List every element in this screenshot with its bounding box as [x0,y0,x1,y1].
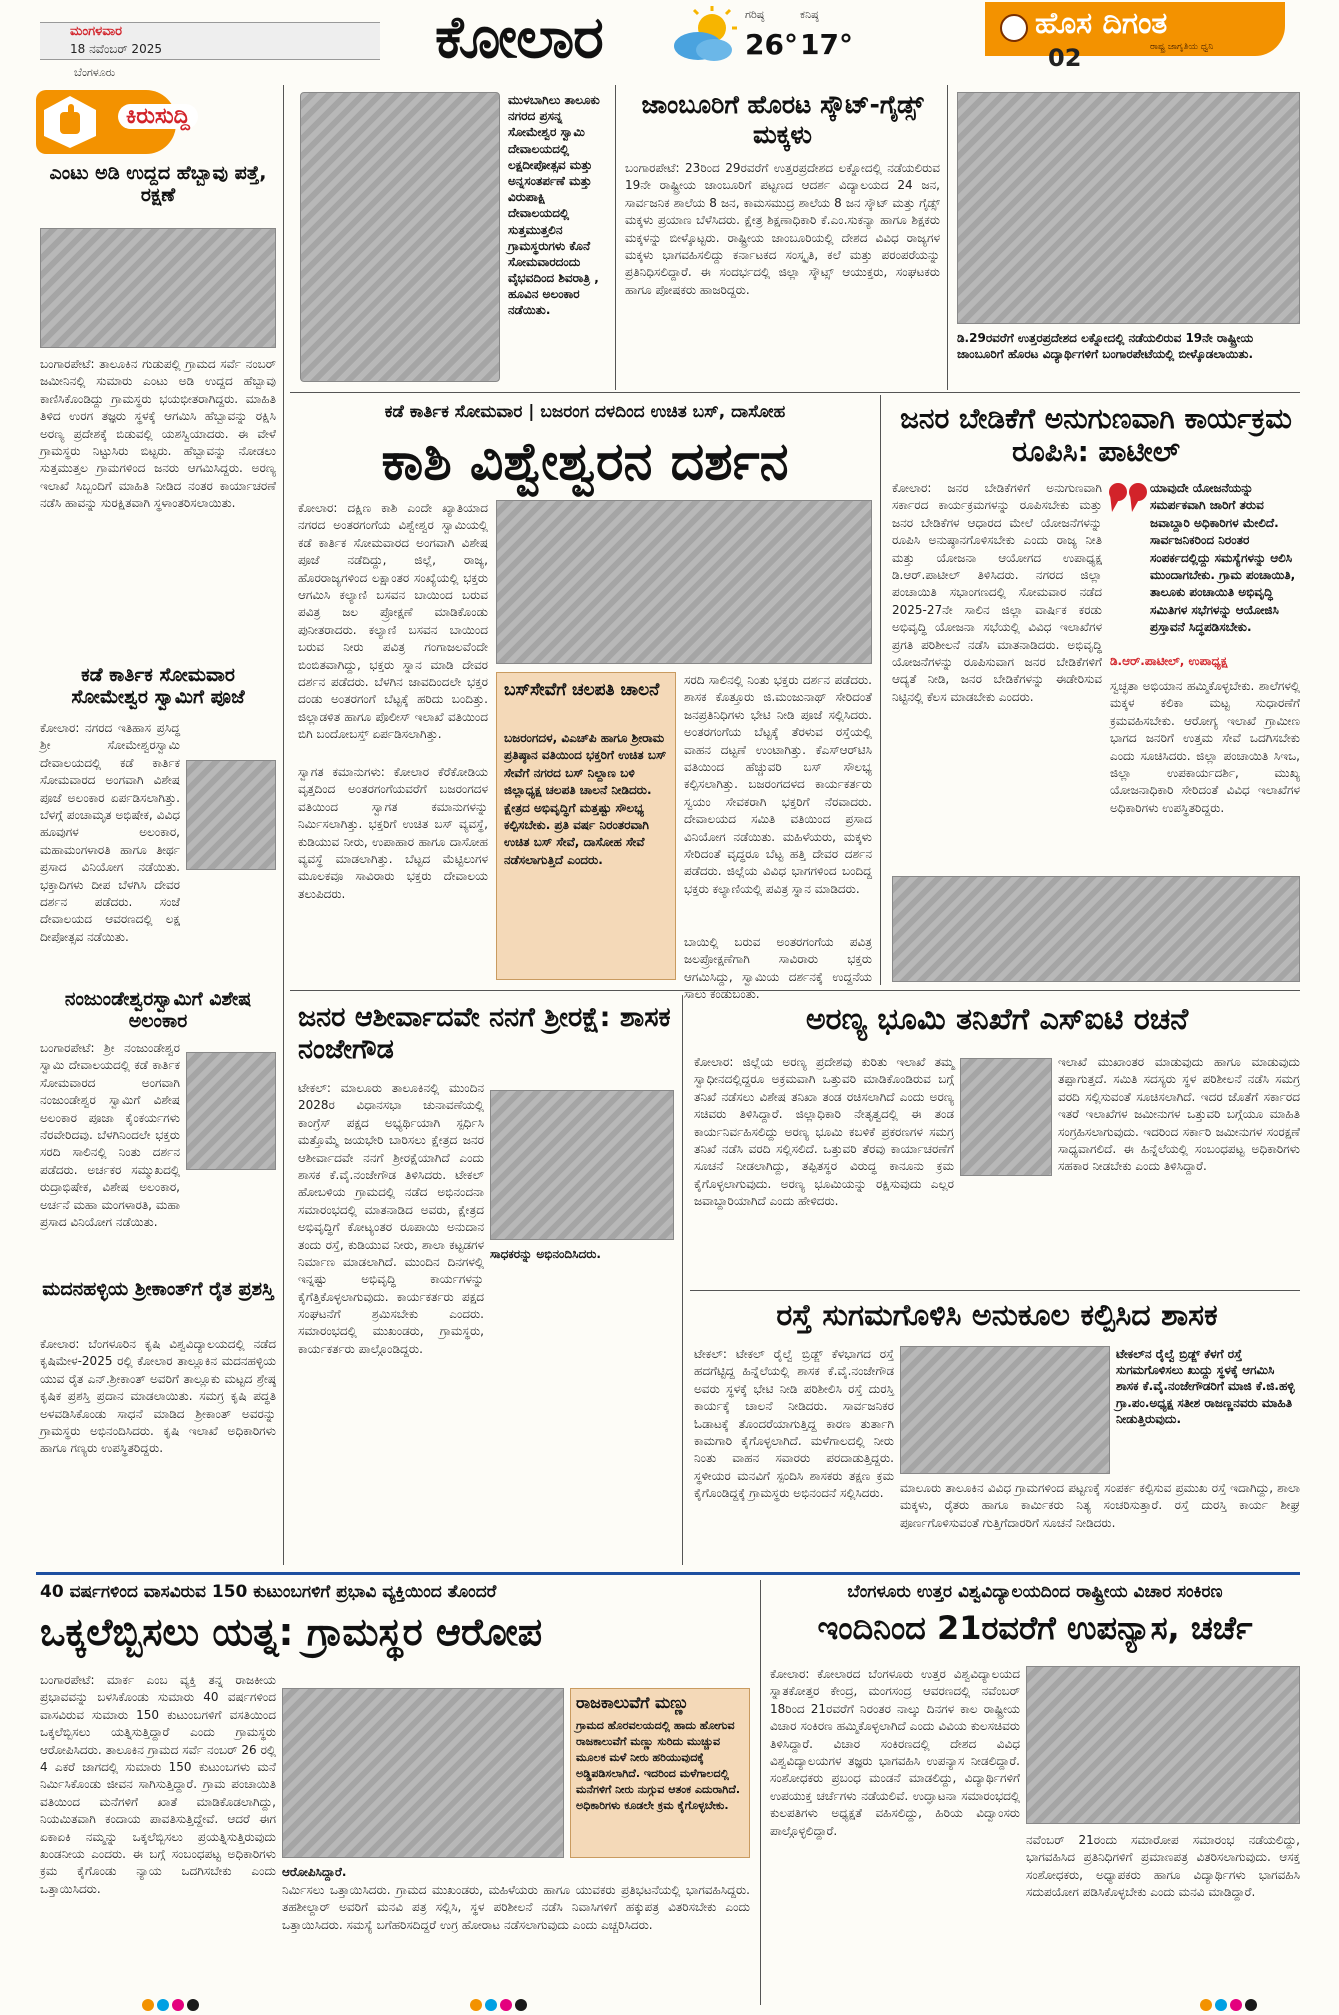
mla-photo-caption: ಸಾಧಕರನ್ನು ಅಭಿನಂದಿಸಿದರು. [490,1247,601,1261]
jamboree-caption: ಡಿ.29ರವರೆಗೆ ಉತ್ತರಪ್ರದೇಶದ ಲಕ್ನೋದಲ್ಲಿ ನಡೆಯಲಿರುವ 19ನೇ ರಾಷ್ಟ್ರೀಯ ಜಾಂಬೂರಿಗೆ ಹೊರಟ ವಿದ್ಯಾರ್ಥಿಗಳಿಗೆ ಬಂಗಾರಪೇಟೆಯಲ್ಲಿ ಬೀಳ್ಕೊಡಲಾಯಿತು. [957,331,1254,362]
python-photo [40,228,276,348]
page-title: ಕೋಲಾರ [435,3,603,71]
someshwara-photo [186,760,276,870]
seminar-body-right: ನವೆಂಬರ್ 21ರಂದು ಸಮಾರೋಪ ಸಮಾರಂಭ ನಡೆಯಲಿದ್ದು, ಭಾಗವಹಿಸಿದ ಪ್ರತಿನಿಧಿಗಳಿಗೆ ಪ್ರಮಾಣಪತ್ರ ವಿತರಿಸಲಾಗುವುದು. ಆಸಕ್ತ ಸಂಶೋಧಕರು, ಅಧ್ಯಾಪಕರು ಹಾಗೂ ವಿದ್ಯಾರ್ಥಿಗಳು ಭಾಗವಹಿಸಿ ಸದುಪಯೋಗ ಪಡಿಸಿಕೊಳ್ಳಬೇಕು ಎಂದು ಮನವಿ ಮಾಡಿದ್ದಾರೆ. [1026,1833,1300,1900]
kashi-title: ಕಾಶಿ ವಿಶ್ವೇಶ್ವರನ ದರ್ಶನ [381,432,789,492]
eviction-title: ಒಕ್ಕಲೆಬ್ಬಿಸಲು ಯತ್ನ: ಗ್ರಾಮಸ್ಥರ ಆರೋಪ [40,1610,543,1654]
road-photo [900,1346,1110,1474]
minister-portrait [960,1058,1052,1176]
weekday: ಮಂಗಳವಾರ [70,24,123,39]
brief-title-python: ಎಂಟು ಅಡಿ ಉದ್ದದ ಹೆಬ್ಬಾವು ಪತ್ತೆ, ರಕ್ಷಣೆ [49,162,267,207]
mla-photo [490,1090,674,1240]
registration-marks-left [142,1996,202,2015]
jamboree-body: ಬಂಗಾರಪೇಟೆ: 23ರಿಂದ 29ರವರೆಗೆ ಉತ್ತರಪ್ರದೇಶದ ಲಕ್ನೋದಲ್ಲಿ ನಡೆಯಲಿರುವ 19ನೇ ರಾಷ್ಟ್ರೀಯ ಜಾಂಬೂರಿಗೆ ಪಟ್ಟಣದ ಆದರ್ಶ ವಿದ್ಯಾಲಯದ 24 ಜನ, ಸಾರ್ವಜನಿಕ ಶಾಲೆಯ 8 ಜನ, ಕಾಮಸಮುದ್ರ ಶಾಲೆಯ 8 ಜನ ಸ್ಕೌಟ್ ಮತ್ತು ಗೈಡ್ಸ್ ಮಕ್ಕಳು ಪ್ರಯಾಣ ಬೆಳೆಸಿದರು. ಕ್ಷೇತ್ರ ಶಿಕ್ಷಣಾಧಿಕಾರಿ ಕೆ.ಎಂ.ಸುಕನ್ಯಾ ಹಾಗೂ ಶಿಕ್ಷಕರು ಮಕ್ಕಳನ್ನು ಬೀಳ್ಕೊಟ್ಟರು. ರಾಷ್ಟ್ರೀಯ ಜಾಂಬೂರಿಯಲ್ಲಿ ದೇಶದ ವಿವಿಧ ರಾಜ್ಯಗಳ ಮಕ್ಕಳು ಭಾಗವಹಿಸಲಿದ್ದು ಕರ್ನಾಟಕದ ಸಂಸ್ಕೃತಿ, ಕಲೆ ಮತ್ತು ಪರಂಪರೆಯನ್ನು ಪ್ರತಿನಿಧಿಸಲಿದ್ದಾರೆ. ಈ ಸಂದರ್ಭದಲ್ಲಿ ಜಿಲ್ಲಾ ಸ್ಕೌಟ್ಸ್ ಆಯುಕ್ತರು, ಸಂಘಟಕರು ಹಾಗೂ ಪೋಷಕರು ಹಾಜರಿದ್ದರು. [625,161,940,297]
kashi-body-right: ಸರದಿ ಸಾಲಿನಲ್ಲಿ ನಿಂತು ಭಕ್ತರು ದರ್ಶನ ಪಡೆದರು. ಶಾಸಕ ಕೊತ್ತೂರು ಜಿ.ಮಂಜುನಾಥ್ ಸೇರಿದಂತೆ ಜನಪ್ರತಿನಿಧಿಗಳು ಭೇಟಿ ನೀಡಿ ಪೂಜೆ ಸಲ್ಲಿಸಿದರು. ಅಂತರಗಂಗೆಯ ಬೆಟ್ಟಕ್ಕೆ ತೆರಳುವ ರಸ್ತೆಯಲ್ಲಿ ವಾಹನ ದಟ್ಟಣೆ ಉಂಟಾಗಿತ್ತು. ಕೆಎಸ್‌ಆರ್‌ಟಿಸಿ ವತಿಯಿಂದ ಹೆಚ್ಚುವರಿ ಬಸ್ ಸೌಲಭ್ಯ ಕಲ್ಪಿಸಲಾಗಿತ್ತು. ಬಜರಂಗದಳದ ಕಾರ್ಯಕರ್ತರು ಸ್ವಯಂ ಸೇವಕರಾಗಿ ಭಕ್ತರಿಗೆ ನೆರವಾದರು. ದೇವಾಲಯದ ಸಮಿತಿ ವತಿಯಿಂದ ಪ್ರಸಾದ ವಿನಿಯೋಗ ನಡೆಯಿತು. ಮಹಿಳೆಯರು, ಮಕ್ಕಳು ಸೇರಿದಂತೆ ವೃದ್ಧರೂ ಬೆಟ್ಟ ಹತ್ತಿ ದೇವರ ದರ್ಶನ ಪಡೆದರು. ಜಿಲ್ಲೆಯ ವಿವಿಧ ಭಾಗಗಳಿಂದ ಬಂದಿದ್ದ ಭಕ್ತರು ಕಲ್ಯಾಣಿಯಲ್ಲಿ ಪವಿತ್ರ ಸ್ನಾನ ಮಾಡಿದರು. [684,673,872,896]
kashi-body-bottom: ಬಾಯಿಲ್ಲಿ ಬರುವ ಅಂತರಗಂಗೆಯ ಪವಿತ್ರ ಜಲಪ್ರೋಕ್ಷಣೆಗಾಗಿ ಸಾವಿರಾರು ಭಕ್ತರು ಆಗಮಿಸಿದ್ದು, ಸ್ವಾಮಿಯ ದರ್ಶನಕ್ಕೆ ಉದ್ದನೆಯ ಸಾಲು ಕಂಡುಬಂತು. [684,935,872,1002]
road-title: ರಸ್ತೆ ಸುಗಮಗೊಳಿಸಿ ಅನುಕೂಲ ಕಲ್ಪಿಸಿದ ಶಾಸಕ [776,1298,1218,1333]
temp-min-label: ಕನಿಷ್ಠ [800,8,819,21]
kashi-body-left: ಕೋಲಾರ: ದಕ್ಷಿಣ ಕಾಶಿ ಎಂದೇ ಖ್ಯಾತಿಯಾದ ನಗರದ ಅಂತರಗಂಗೆಯ ವಿಶ್ವೇಶ್ವರ ಸ್ವಾಮಿಯಲ್ಲಿ ಕಡೆ ಕಾರ್ತಿಕ ಸೋಮವಾರದ ಅಂಗವಾಗಿ ವಿಶೇಷ ಪೂಜೆ ನಡೆದಿದ್ದು, ಜಿಲ್ಲೆ, ರಾಜ್ಯ, ಹೊರರಾಜ್ಯಗಳಿಂದ ಲಕ್ಷಾಂತರ ಸಂಖ್ಯೆಯಲ್ಲಿ ಭಕ್ತರು ಆಗಮಿಸಿ ಕಲ್ಯಾಣಿ ಬಸವನ ಬಾಯಿಂದ ಬರುವ ಪವಿತ್ರ ಜಲ ಪ್ರೋಕ್ಷಣೆ ಮಾಡಿಕೊಂಡು ಪುನೀತರಾದರು. ಕಲ್ಯಾಣಿ ಬಸವನ ಬಾಯಿಂದ ಬರುವ ನೀರು ಪವಿತ್ರ ಗಂಗಾಜಲವೆಂದೇ ಬಿಂಬಿತವಾಗಿದ್ದು, ಭಕ್ತರು ಸ್ನಾನ ಮಾಡಿ ದೇವರ ದರ್ಶನ ಪಡೆದರು. ಬೆಳಗಿನ ಜಾವದಿಂದಲೇ ಭಕ್ತರ ದಂಡು ಅಂತರಗಂಗೆ ಬೆಟ್ಟಕ್ಕೆ ಹರಿದು ಬಂದಿತ್ತು. ಜಿಲ್ಲಾಡಳಿತ ಹಾಗೂ ಪೊಲೀಸ್ ಇಲಾಖೆ ವತಿಯಿಂದ ಬಿಗಿ ಬಂದೋಬಸ್ತ್ ಏರ್ಪಡಿಸಲಾಗಿತ್ತು. [298,501,488,742]
registration-marks-right [1200,1996,1260,2015]
patil-body-left: ಕೋಲಾರ: ಜನರ ಬೇಡಿಕೆಗಳಿಗೆ ಅನುಗುಣವಾಗಿ ಸರ್ಕಾರದ ಕಾರ್ಯಕ್ರಮಗಳನ್ನು ರೂಪಿಸಬೇಕು ಮತ್ತು ಜನರ ಬೇಡಿಕೆಗಳ ಆಧಾರದ ಮೇಲೆ ಯೋಜನೆಗಳನ್ನು ರೂಪಿಸಿ ಅನುಷ್ಠಾನಗೊಳಿಸಬೇಕು ಎಂದು ರಾಜ್ಯ ನೀತಿ ಮತ್ತು ಯೋಜನಾ ಆಯೋಗದ ಉಪಾಧ್ಯಕ್ಷ ಡಿ.ಆರ್.ಪಾಟೀಲ್ ತಿಳಿಸಿದರು. ನಗರದ ಜಿಲ್ಲಾ ಪಂಚಾಯಿತಿ ಸಭಾಂಗಣದಲ್ಲಿ ಸೋಮವಾರ ನಡೆದ 2025-27ನೇ ಸಾಲಿನ ಜಿಲ್ಲಾ ವಾರ್ಷಿಕ ಕರಡು ಅಭಿವೃದ್ಧಿ ಯೋಜನಾ ಸಭೆಯಲ್ಲಿ ವಿವಿಧ ಇಲಾಖೆಗಳ ಪ್ರಗತಿ ಪರಿಶೀಲನೆ ನಡೆಸಿ ಮಾತನಾಡಿದರು. ಅಭಿವೃದ್ಧಿ ಯೋಜನೆಗಳನ್ನು ರೂಪಿಸುವಾಗ ಜನರ ಬೇಡಿಕೆಗಳಿಗೆ ಆದ್ಯತೆ ನೀಡಿ, ಜನರ ಬೇಡಿಕೆಗಳನ್ನು ಈಡೇರಿಸುವ ನಿಟ್ಟಿನಲ್ಲಿ ಕೆಲಸ ಮಾಡಬೇಕು ಎಂದರು. [892,481,1102,704]
kashi-body-sub: ಸ್ವಾಗತ ಕಮಾನುಗಳು: ಕೋಲಾರ ಕೆರೆಕೋಡಿಯ ವೃತ್ತದಿಂದ ಅಂತರಗಂಗೆಯವರೆಗೆ ಬಜರಂಗದಳ ವತಿಯಿಂದ ಸ್ವಾಗತ ಕಮಾನುಗಳನ್ನು ನಿರ್ಮಿಸಲಾಗಿತ್ತು. ಭಕ್ತರಿಗೆ ಉಚಿತ ಬಸ್ ವ್ಯವಸ್ಥೆ, ಕುಡಿಯುವ ನೀರು, ಉಪಾಹಾರ ಹಾಗೂ ದಾಸೋಹ ವ್ಯವಸ್ಥೆ ಮಾಡಲಾಗಿತ್ತು. ಬೆಟ್ಟದ ಮೆಟ್ಟಿಲುಗಳ ಮೂಲಕವೂ ಸಾವಿರಾರು ಭಕ್ತರು ದೇವಾಲಯ ತಲುಪಿದರು. [298,765,488,901]
hand-point-icon [40,94,100,150]
paper-logo-icon [1000,14,1028,42]
road-photo-caption: ಟೇಕಲ್‌ನ ರೈಲ್ವೆ ಬ್ರಿಡ್ಜ್ ಕೆಳಗೆ ರಸ್ತೆ ಸುಗಮಗೊಳಿಸಲು ಖುದ್ದು ಸ್ಥಳಕ್ಕೆ ಆಗಮಿಸಿ ಶಾಸಕ ಕೆ.ವೈ.ನಂಜೇಗೌಡರಿಗೆ ಮಾಜಿ ಕೆ.ಜಿ.ಹಳ್ಳಿ ಗ್ರಾ.ಪಂ.ಅಧ್ಯಕ್ಷ ಸತೀಶ ರಾಜಣ್ಣನವರು ಮಾಹಿತಿ ನೀಡುತ್ತಿರುವುದು. [1116,1347,1295,1426]
patil-quote-by: ಡಿ.ಆರ್.ಪಾಟೀಲ್, ಉಪಾಧ್ಯಕ್ಷ [1110,654,1228,668]
sit-title: ಅರಣ್ಯ ಭೂಮಿ ತನಿಖೆಗೆ ಎಸ್‌ಐಟಿ ರಚನೆ [805,1002,1189,1037]
masthead [0,0,1339,79]
briefs-label: ಕಿರುಸುದ್ದಿ [118,104,198,129]
mla-body: ಟೇಕಲ್: ಮಾಲೂರು ತಾಲೂಕಿನಲ್ಲಿ ಮುಂದಿನ 2028ರ ವಿಧಾನಸಭಾ ಚುನಾವಣೆಯಲ್ಲಿ ಕಾಂಗ್ರೆಸ್ ಪಕ್ಷದ ಅಭ್ಯರ್ಥಿಯಾಗಿ ಸ್ಪರ್ಧಿಸಿ ಮತ್ತೊಮ್ಮೆ ಜಯಭೇರಿ ಬಾರಿಸಲು ಕ್ಷೇತ್ರದ ಜನರ ಆಶೀರ್ವಾದವೇ ನನಗೆ ಶ್ರೀರಕ್ಷೆಯಾಗಿದೆ ಎಂದು ಶಾಸಕ ಕೆ.ವೈ.ನಂಜೇಗೌಡ ತಿಳಿಸಿದರು. ಟೇಕಲ್ ಹೋಬಳಿಯ ಗ್ರಾಮದಲ್ಲಿ ನಡೆದ ಅಭಿನಂದನಾ ಸಮಾರಂಭದಲ್ಲಿ ಮಾತನಾಡಿದ ಅವರು, ಕ್ಷೇತ್ರದ ಅಭಿವೃದ್ಧಿಗೆ ಕೋಟ್ಯಂತರ ರೂಪಾಯಿ ಅನುದಾನ ತಂದು ರಸ್ತೆ, ಕುಡಿಯುವ ನೀರು, ಶಾಲಾ ಕಟ್ಟಡಗಳ ನಿರ್ಮಾಣ ಮಾಡಲಾಗಿದೆ. ಮುಂದಿನ ದಿನಗಳಲ್ಲಿ ಇನ್ನಷ್ಟು ಅಭಿವೃದ್ಧಿ ಕಾರ್ಯಗಳನ್ನು ಕೈಗೆತ್ತಿಕೊಳ್ಳಲಾಗುವುದು. ಕಾರ್ಯಕರ್ತರು ಪಕ್ಷದ ಸಂಘಟನೆಗೆ ಶ್ರಮಿಸಬೇಕು ಎಂದರು. ಸಮಾರಂಭದಲ್ಲಿ ಮುಖಂಡರು, ಗ್ರಾಮಸ್ಥರು, ಕಾರ್ಯಕರ್ತರು ಪಾಲ್ಗೊಂಡಿದ್ದರು. [298,1081,484,1356]
nanjundeshwara-photo [186,1052,276,1170]
university-gate-photo [1026,1666,1300,1824]
seminar-title: ಬೆಂಗಳೂರು ಉತ್ತರ ವಿಶ್ವವಿದ್ಯಾಲಯದಿಂದ ರಾಷ್ಟ್ರೀಯ ವಿಚಾರ ಸಂಕಿರಣ [847,1582,1223,1602]
eviction-villagers-photo [282,1688,564,1858]
mla-title: ಜನರ ಆಶೀರ್ವಾದವೇ ನನಗೆ ಶ್ರೀರಕ್ಷೆ: ಶಾಸಕ ನಂಜೇಗೌಡ [298,1002,671,1065]
brief-title-nanjundeshwara: ನಂಜುಂಡೇಶ್ವರಸ್ವಾಮಿಗೆ ವಿಶೇಷ ಅಲಂಕಾರ [64,988,252,1033]
brief-body-python: ಬಂಗಾರಪೇಟೆ: ತಾಲೂಕಿನ ಗುಡುಪಲ್ಲಿ ಗ್ರಾಮದ ಸರ್ವೆ ನಂಬರ್ ಜಮೀನಿನಲ್ಲಿ ಸುಮಾರು ಎಂಟು ಅಡಿ ಉದ್ದದ ಹೆಬ್ಬಾವು ಕಾಣಿಸಿಕೊಂಡಿದ್ದು ಗ್ರಾಮಸ್ಥರು ಭಯಭೀತರಾಗಿದ್ದರು. ಮಾಹಿತಿ ತಿಳಿದ ಉರಗ ತಜ್ಞರು ಸ್ಥಳಕ್ಕೆ ಆಗಮಿಸಿ ಹೆಬ್ಬಾವನ್ನು ರಕ್ಷಿಸಿ ಅರಣ್ಯ ಪ್ರದೇಶಕ್ಕೆ ಬಿಡುವಲ್ಲಿ ಯಶಸ್ವಿಯಾದರು. ಈ ವೇಳೆ ಗ್ರಾಮಸ್ಥರು ನಿಟ್ಟುಸಿರು ಬಿಟ್ಟರು. ಹೆಬ್ಬಾವನ್ನು ನೋಡಲು ಸುತ್ತಮುತ್ತಲ ಗ್ರಾಮಗಳಿಂದ ಜನರು ಆಗಮಿಸಿದ್ದರು. ಅರಣ್ಯ ಇಲಾಖೆ ಸಿಬ್ಬಂದಿಗೆ ಮಾಹಿತಿ ನೀಡಿದ ನಂತರ ಕಾರ್ಯಾಚರಣೆ ನಡೆಸಿ ಹಾವನ್ನು ಸುರಕ್ಷಿತವಾಗಿ ಸ್ಥಳಾಂತರಿಸಲಾಯಿತು. [40,357,276,511]
kashi-box-body: ಬಜರಂಗದಳ, ವಿಎಚ್‌ಪಿ ಹಾಗೂ ಶ್ರೀರಾಮ ಪ್ರತಿಷ್ಠಾನ ವತಿಯಿಂದ ಭಕ್ತರಿಗೆ ಉಚಿತ ಬಸ್ ಸೇವೆಗೆ ನಗರದ ಬಸ್ ನಿಲ್ದಾಣ ಬಳಿ ಜಿಲ್ಲಾಧ್ಯಕ್ಷ ಚಲಪತಿ ಚಾಲನೆ ನೀಡಿದರು. ಕ್ಷೇತ್ರದ ಅಭಿವೃದ್ಧಿಗೆ ಮತ್ತಷ್ಟು ಸೌಲಭ್ಯ ಕಲ್ಪಿಸಬೇಕು. ಪ್ರತಿ ವರ್ಷ ನಿರಂತರವಾಗಿ ಉಚಿತ ಬಸ್ ಸೇವೆ, ದಾಸೋಹ ಸೇವೆ ನಡೆಸಲಾಗುತ್ತಿದೆ ಎಂದರು. [504,731,667,867]
paper-name: ಹೊಸ ದಿಗಂತ [1035,6,1168,41]
eviction-body-right: ನಿರ್ಮಿಸಲು ಒತ್ತಾಯಿಸಿದರು. ಗ್ರಾಮದ ಮುಖಂಡರು, ಮಹಿಳೆಯರು ಹಾಗೂ ಯುವಕರು ಪ್ರತಿಭಟನೆಯಲ್ಲಿ ಭಾಗವಹಿಸಿದ್ದರು. ತಹಶೀಲ್ದಾರ್ ಅವರಿಗೆ ಮನವಿ ಪತ್ರ ಸಲ್ಲಿಸಿ, ಸ್ಥಳ ಪರಿಶೀಲನೆ ನಡೆಸಿ ನಿವಾಸಿಗಳಿಗೆ ಹಕ್ಕುಪತ್ರ ವಿತರಿಸಬೇಕು ಎಂದು ಒತ್ತಾಯಿಸಿದರು. ಸಮಸ್ಯೆ ಬಗೆಹರಿಸದಿದ್ದರೆ ಉಗ್ರ ಹೋರಾಟ ನಡೆಸಲಾಗುವುದು ಎಂದು ಎಚ್ಚರಿಸಿದರು. [282,1883,750,1932]
temp-max-label: ಗರಿಷ್ಠ [745,8,765,21]
brief-title-award: ಮದನಹಳ್ಳಿಯ ಶ್ರೀಕಾಂತ್‌ಗೆ ರೈತ ಪ್ರಶಸ್ತಿ [42,1278,274,1300]
page-number: 02 [1048,44,1082,72]
date: 18 ನವೆಂಬರ್ 2025 [70,42,162,56]
eviction-kicker: 40 ವರ್ಷಗಳಿಂದ ವಾಸವಿರುವ 150 ಕುಟುಂಬಗಳಿಗೆ ಪ್ರಭಾವಿ ವ್ಯಕ್ತಿಯಿಂದ ತೊಂದರೆ [40,1582,497,1602]
patil-meeting-photo [892,876,1300,982]
eviction-body: ಬಂಗಾರಪೇಟೆ: ಮಾರ್ಕ ಎಂಬ ವ್ಯಕ್ತಿ ತನ್ನ ರಾಜಕೀಯ ಪ್ರಭಾವವನ್ನು ಬಳಸಿಕೊಂಡು ಸುಮಾರು 40 ವರ್ಷಗಳಿಂದ ವಾಸವಿರುವ ಸುಮಾರು 150 ಕುಟುಂಬಗಳಿಗೆ ವಸತಿಯಿಂದ ಒಕ್ಕಲೆಬ್ಬಿಸಲು ಯತ್ನಿಸುತ್ತಿದ್ದಾರೆ ಎಂದು ಗ್ರಾಮಸ್ಥರು ಆರೋಪಿಸಿದರು. ತಾಲೂಕಿನ ಗ್ರಾಮದ ಸರ್ವೆ ನಂಬರ್ 26 ರಲ್ಲಿ 4 ಎಕರೆ ಜಾಗದಲ್ಲಿ ಸುಮಾರು 150 ಕುಟುಂಬಗಳು ಮನೆ ನಿರ್ಮಿಸಿಕೊಂಡು ಜೀವನ ಸಾಗಿಸುತ್ತಿದ್ದಾರೆ. ಗ್ರಾಮ ಪಂಚಾಯಿತಿ ವತಿಯಿಂದ ಮನೆಗಳಿಗೆ ಖಾತೆ ಮಾಡಿಕೊಡಲಾಗಿದ್ದು, ನಿಯಮಿತವಾಗಿ ಕಂದಾಯ ಪಾವತಿಸುತ್ತಿದ್ದೇವೆ. ಆದರೆ ಈಗ ಏಕಾಏಕಿ ನಮ್ಮನ್ನು ಒಕ್ಕಲೆಬ್ಬಿಸಲು ಪ್ರಯತ್ನಿಸುತ್ತಿರುವುದು ಖಂಡನೀಯ ಎಂದರು. ಈ ಬಗ್ಗೆ ಸಂಬಂಧಪಟ್ಟ ಅಧಿಕಾರಿಗಳು ಕ್ರಮ ಕೈಗೊಂಡು ನ್ಯಾಯ ಒದಗಿಸಬೇಕು ಎಂದು ಒತ್ತಾಯಿಸಿದರು. [40,1673,276,1896]
road-body-right: ಮಾಲೂರು ತಾಲೂಕಿನ ವಿವಿಧ ಗ್ರಾಮಗಳಿಂದ ಪಟ್ಟಣಕ್ಕೆ ಸಂಪರ್ಕ ಕಲ್ಪಿಸುವ ಪ್ರಮುಖ ರಸ್ತೆ ಇದಾಗಿದ್ದು, ಶಾಲಾ ಮಕ್ಕಳು, ರೈತರು ಹಾಗೂ ಕಾರ್ಮಿಕರು ನಿತ್ಯ ಸಂಚರಿಸುತ್ತಾರೆ. ರಸ್ತೆ ದುರಸ್ತಿ ಕಾರ್ಯ ಶೀಘ್ರ ಪೂರ್ಣಗೊಳಿಸುವಂತೆ ಗುತ್ತಿಗೆದಾರರಿಗೆ ಸೂಚನೆ ನೀಡಿದರು. [900,1481,1300,1530]
eviction-box-body: ಗ್ರಾಮದ ಹೊರವಲಯದಲ್ಲಿ ಹಾದು ಹೋಗುವ ರಾಜಕಾಲುವೆಗೆ ಮಣ್ಣು ಸುರಿದು ಮುಚ್ಚುವ ಮೂಲಕ ಮಳೆ ನೀರು ಹರಿಯುವುದಕ್ಕೆ ಅಡ್ಡಿಪಡಿಸಲಾಗಿದೆ. ಇದರಿಂದ ಮಳೆಗಾಲದಲ್ಲಿ ಮನೆಗಳಿಗೆ ನೀರು ನುಗ್ಗುವ ಆತಂಕ ಎದುರಾಗಿದೆ. ಅಧಿಕಾರಿಗಳು ಕೂಡಲೇ ಕ್ರಮ ಕೈಗೊಳ್ಳಬೇಕು. [576,1719,741,1812]
jamboree-photo [957,92,1300,324]
paper-tagline: ರಾಷ್ಟ್ರ ಜಾಗೃತಿಯ ಧ್ವನಿ [1150,42,1214,52]
registration-marks-center [470,1996,530,2015]
mulbagal-caption: ಮುಳಬಾಗಿಲು ತಾಲೂಕು ನಗರದ ಪ್ರಸನ್ನ ಸೋಮೇಶ್ವರ ಸ್ವಾಮಿ ದೇವಾಲಯದಲ್ಲಿ ಲಕ್ಷದೀಪೋತ್ಸವ ಮತ್ತು ಅನ್ನಸಂತರ್ಪಣೆ ಮತ್ತು ವಿರುಪಾಕ್ಷಿ ದೇವಾಲಯದಲ್ಲಿ ಸುತ್ತಮುತ್ತಲಿನ ಗ್ರಾಮಸ್ಥರುಗಳು ಕೊನೆ ಸೋಮವಾರದಂದು ವೈಭವದಿಂದ ಶಿವರಾತ್ರಿ , ಹೂವಿನ ಅಲಂಕಾರ ನಡೆಯಿತು. [508,93,600,318]
brief-body-award: ಕೋಲಾರ: ಬೆಂಗಳೂರಿನ ಕೃಷಿ ವಿಶ್ವವಿದ್ಯಾಲಯದಲ್ಲಿ ನಡೆದ ಕೃಷಿಮೇಳ-2025 ರಲ್ಲಿ ಕೋಲಾರ ತಾಲ್ಲೂಕಿನ ಮದನಹಳ್ಳಿಯ ಯುವ ರೈತ ಎನ್.ಶ್ರೀಕಾಂತ್ ಅವರಿಗೆ ತಾಲ್ಲೂಕು ಮಟ್ಟದ ಶ್ರೇಷ್ಠ ಕೃಷಿಕ ಪ್ರಶಸ್ತಿ ಪ್ರದಾನ ಮಾಡಲಾಯಿತು. ಸಮಗ್ರ ಕೃಷಿ ಪದ್ಧತಿ ಅಳವಡಿಸಿಕೊಂಡು ಸಾಧನೆ ಮಾಡಿದ ಶ್ರೀಕಾಂತ್ ಅವರನ್ನು ಗ್ರಾಮಸ್ಥರು ಅಭಿನಂದಿಸಿದರು. ಕೃಷಿ ಇಲಾಖೆ ಅಧಿಕಾರಿಗಳು ಹಾಗೂ ಗಣ್ಯರು ಉಪಸ್ಥಿತರಿದ್ದರು. [40,1337,276,1456]
eviction-box-title: ರಾಜಕಾಲುವೆಗೆ ಮಣ್ಣು [576,1693,689,1712]
kashi-temple-photo [496,500,872,664]
sit-body: ಕೋಲಾರ: ಜಿಲ್ಲೆಯ ಅರಣ್ಯ ಪ್ರದೇಶವು ಕುರಿತು ಇಲಾಖೆ ತಮ್ಮ ಸ್ವಾಧೀನದಲ್ಲಿದ್ದರೂ ಅಕ್ರಮವಾಗಿ ಒತ್ತುವರಿ ಮಾಡಿಕೊಂಡಿರುವ ಬಗ್ಗೆ ತನಿಖೆ ನಡೆಸಲು ವಿಶೇಷ ತನಿಖಾ ತಂಡ ರಚಿಸಲಾಗಿದೆ ಎಂದು ಅರಣ್ಯ ಸಚಿವರು ತಿಳಿಸಿದ್ದಾರೆ. ಜಿಲ್ಲಾಧಿಕಾರಿ ನೇತೃತ್ವದಲ್ಲಿ ಈ ತಂಡ ಕಾರ್ಯನಿರ್ವಹಿಸಲಿದ್ದು ಅರಣ್ಯ ಭೂಮಿ ಕಬಳಿಕೆ ಪ್ರಕರಣಗಳ ಸಮಗ್ರ ತನಿಖೆ ನಡೆಸಿ ವರದಿ ಸಲ್ಲಿಸಲಿದೆ. ಒತ್ತುವರಿ ತೆರವು ಕಾರ್ಯಾಚರಣೆಗೆ ಸೂಚನೆ ನೀಡಲಾಗಿದ್ದು, ತಪ್ಪಿತಸ್ಥರ ವಿರುದ್ಧ ಕಾನೂನು ಕ್ರಮ ಕೈಗೊಳ್ಳಲಾಗುವುದು. ಅರಣ್ಯ ಭೂಮಿಯನ್ನು ರಕ್ಷಿಸುವುದು ಎಲ್ಲರ ಜವಾಬ್ದಾರಿಯಾಗಿದೆ ಎಂದು ಹೇಳಿದರು. [694,1055,954,1209]
weather-icon [668,6,738,66]
temp-max: 26° [745,28,798,61]
kashi-box-title: ಬಸ್‌ಸೇವೆಗೆ ಚಲಪತಿ ಚಾಲನೆ [504,680,660,700]
patil-quote: ಯಾವುದೇ ಯೋಜನೆಯನ್ನು ಸಮರ್ಪಕವಾಗಿ ಜಾರಿಗೆ ತರುವ ಜವಾಬ್ದಾರಿ ಅಧಿಕಾರಿಗಳ ಮೇಲಿದೆ. ಸಾರ್ವಜನಿಕರಿಂದ ನಿರಂತರ ಸಂಪರ್ಕದಲ್ಲಿದ್ದು ಸಮಸ್ಯೆಗಳನ್ನು ಆಲಿಸಿ ಮುಂದಾಗಬೇಕು. ಗ್ರಾಮ ಪಂಚಾಯಿತಿ, ತಾಲೂಕು ಪಂಚಾಯಿತಿ ಅಭಿವೃದ್ಧಿ ಸಮಿತಿಗಳ ಸಭೆಗಳನ್ನು ಆಯೋಜಿಸಿ ಪ್ರಸ್ತಾವನೆ ಸಿದ್ಧಪಡಿಸಬೇಕು. [1150,481,1296,635]
patil-title: ಜನರ ಬೇಡಿಕೆಗೆ ಅನುಗುಣವಾಗಿ ಕಾರ್ಯಕ್ರಮ ರೂಪಿಸಿ: ಪಾಟೀಲ್ [900,402,1292,469]
temp-min: 17° [800,28,853,61]
seminar-body: ಕೋಲಾರ: ಕೋಲಾರದ ಬೆಂಗಳೂರು ಉತ್ತರ ವಿಶ್ವವಿದ್ಯಾಲಯದ ಸ್ನಾತಕೋತ್ತರ ಕೇಂದ್ರ, ಮಂಗಸಂದ್ರ ಆವರಣದಲ್ಲಿ ನವೆಂಬರ್ 18ರಿಂದ 21ರವರೆಗೆ ನಿರಂತರ ನಾಲ್ಕು ದಿನಗಳ ಕಾಲ ರಾಷ್ಟ್ರೀಯ ವಿಚಾರ ಸಂಕಿರಣ ಹಮ್ಮಿಕೊಳ್ಳಲಾಗಿದೆ ಎಂದು ವಿವಿಯ ಕುಲಸಚಿವರು ತಿಳಿಸಿದ್ದಾರೆ. ವಿಚಾರ ಸಂಕಿರಣದಲ್ಲಿ ದೇಶದ ವಿವಿಧ ವಿಶ್ವವಿದ್ಯಾಲಯಗಳ ತಜ್ಞರು ಭಾಗವಹಿಸಿ ಉಪನ್ಯಾಸ ನೀಡಲಿದ್ದಾರೆ. ಸಂಶೋಧಕರು ಪ್ರಬಂಧ ಮಂಡನೆ ಮಾಡಲಿದ್ದು, ವಿದ್ಯಾರ್ಥಿಗಳಿಗೆ ಉಪಯುಕ್ತ ಚರ್ಚೆಗಳು ನಡೆಯಲಿವೆ. ಉದ್ಘಾಟನಾ ಸಮಾರಂಭದಲ್ಲಿ ಕುಲಪತಿಗಳು ಅಧ್ಯಕ್ಷತೆ ವಹಿಸಲಿದ್ದು, ಹಿರಿಯ ವಿದ್ವಾಂಸರು ಪಾಲ್ಗೊಳ್ಳಲಿದ್ದಾರೆ. [770,1667,1020,1838]
quote-mark-icon [1108,480,1148,516]
brief-body-nanjundeshwara: ಬಂಗಾರಪೇಟೆ: ಶ್ರೀ ನಂಜುಂಡೇಶ್ವರ ಸ್ವಾಮಿ ದೇವಾಲಯದಲ್ಲಿ ಕಡೆ ಕಾರ್ತಿಕ ಸೋಮವಾರದ ಅಂಗವಾಗಿ ನಂಜುಂಡೇಶ್ವರ ಸ್ವಾಮಿಗೆ ವಿಶೇಷ ಅಲಂಕಾರ ಪೂಜಾ ಕೈಂಕರ್ಯಗಳು ನೆರವೇರಿದವು. ಬೆಳಗಿನಿಂದಲೇ ಭಕ್ತರು ಸರದಿ ಸಾಲಿನಲ್ಲಿ ನಿಂತು ದರ್ಶನ ಪಡೆದರು. ಅರ್ಚಕರ ಸಮ್ಮುಖದಲ್ಲಿ ರುದ್ರಾಭಿಷೇಕ, ವಿಶೇಷ ಅಲಂಕಾರ, ಅರ್ಚನೆ ಮಹಾ ಮಂಗಳಾರತಿ, ಮಹಾ ಪ್ರಸಾದ ವಿನಿಯೋಗ ನಡೆಯಿತು. [40,1041,180,1229]
seminar-subtitle: ಇಂದಿನಿಂದ 21ರವರೆಗೆ ಉಪನ್ಯಾಸ, ಚರ್ಚೆ [817,1609,1253,1647]
brief-title-someshwara: ಕಡೆ ಕಾರ್ತಿಕ ಸೋಮವಾರ ಸೋಮೇಶ್ವರ ಸ್ವಾಮಿಗೆ ಪೂಜೆ [71,664,245,709]
road-body: ಟೇಕಲ್: ಟೇಕಲ್ ರೈಲ್ವೆ ಬ್ರಿಡ್ಜ್ ಕೆಳಭಾಗದ ರಸ್ತೆ ಹದಗೆಟ್ಟಿದ್ದ ಹಿನ್ನೆಲೆಯಲ್ಲಿ ಶಾಸಕ ಕೆ.ವೈ.ನಂಜೇಗೌಡ ಅವರು ಸ್ಥಳಕ್ಕೆ ಭೇಟಿ ನೀಡಿ ಪರಿಶೀಲಿಸಿ ರಸ್ತೆ ದುರಸ್ತಿ ಕಾರ್ಯಕ್ಕೆ ಚಾಲನೆ ನೀಡಿದರು. ಸಾರ್ವಜನಿಕರ ಓಡಾಟಕ್ಕೆ ತೊಂದರೆಯಾಗುತ್ತಿದ್ದ ಕಾರಣ ತುರ್ತಾಗಿ ಕಾಮಗಾರಿ ಕೈಗೊಳ್ಳಲಾಗಿದೆ. ಮಳೆಗಾಲದಲ್ಲಿ ನೀರು ನಿಂತು ವಾಹನ ಸವಾರರು ಪರದಾಡುತ್ತಿದ್ದರು. ಸ್ಥಳೀಯರ ಮನವಿಗೆ ಸ್ಪಂದಿಸಿ ಶಾಸಕರು ತಕ್ಷಣ ಕ್ರಮ ಕೈಗೊಂಡಿದ್ದಕ್ಕೆ ಗ್ರಾಮಸ್ಥರು ಅಭಿನಂದನೆ ಸಲ್ಲಿಸಿದರು. [694,1347,894,1501]
mulbagal-temple-photo [300,92,500,382]
eviction-photo-caption: ಆರೋಪಿಸಿದ್ದಾರೆ. [282,1865,347,1879]
patil-body-right: ಸ್ವಚ್ಛತಾ ಅಭಿಯಾನ ಹಮ್ಮಿಕೊಳ್ಳಬೇಕು. ಶಾಲೆಗಳಲ್ಲಿ ಮಕ್ಕಳ ಕಲಿಕಾ ಮಟ್ಟ ಸುಧಾರಣೆಗೆ ಕ್ರಮವಹಿಸಬೇಕು. ಆರೋಗ್ಯ ಇಲಾಖೆ ಗ್ರಾಮೀಣ ಭಾಗದ ಜನರಿಗೆ ಉತ್ತಮ ಸೇವೆ ಒದಗಿಸಬೇಕು ಎಂದು ಸೂಚಿಸಿದರು. ಜಿಲ್ಲಾ ಪಂಚಾಯಿತಿ ಸಿಇಒ, ಜಿಲ್ಲಾ ಉಪಕಾರ್ಯದರ್ಶಿ, ಮುಖ್ಯ ಯೋಜನಾಧಿಕಾರಿ ಸೇರಿದಂತೆ ವಿವಿಧ ಇಲಾಖೆಗಳ ಅಧಿಕಾರಿಗಳು ಉಪಸ್ಥಿತರಿದ್ದರು. [1110,679,1300,815]
jamboree-title: ಜಾಂಬೂರಿಗೆ ಹೊರಟ ಸ್ಕೌಟ್-ಗೈಡ್ಸ್ ಮಕ್ಕಳು [641,90,924,149]
city: ಬೆಂಗಳೂರು [74,66,116,79]
brief-body-someshwara: ಕೋಲಾರ: ನಗರದ ಇತಿಹಾಸ ಪ್ರಸಿದ್ಧ ಶ್ರೀ ಸೋಮೇಶ್ವರಸ್ವಾಮಿ ದೇವಾಲಯದಲ್ಲಿ ಕಡೆ ಕಾರ್ತಿಕ ಸೋಮವಾರದ ಅಂಗವಾಗಿ ವಿಶೇಷ ಪೂಜೆ ಅಲಂಕಾರ ಏರ್ಪಡಿಸಲಾಗಿತ್ತು. ಬೆಳಗ್ಗೆ ಪಂಚಾಮೃತ ಅಭಿಷೇಕ, ವಿವಿಧ ಹೂವುಗಳ ಅಲಂಕಾರ, ಮಹಾಮಂಗಳಾರತಿ ಹಾಗೂ ತೀರ್ಥ ಪ್ರಸಾದ ವಿನಿಯೋಗ ನಡೆಯಿತು. ಭಕ್ತಾದಿಗಳು ದೀಪ ಬೆಳಗಿಸಿ ದೇವರ ದರ್ಶನ ಪಡೆದರು. ಸಂಜೆ ದೇವಾಲಯದ ಆವರಣದಲ್ಲಿ ಲಕ್ಷ ದೀಪೋತ್ಸವ ನಡೆಯಿತು. [40,721,180,944]
kashi-kicker: ಕಡೆ ಕಾರ್ತಿಕ ಸೋಮವಾರ | ಬಜರಂಗ ದಳದಿಂದ ಉಚಿತ ಬಸ್, ದಾಸೋಹ [384,402,786,422]
sit-body-right: ಇಲಾಖೆ ಮುಖಾಂತರ ಮಾಡುವುದು ಹಾಗೂ ಮಾಡುವುದು ತಪ್ಪಾಗುತ್ತದೆ. ಸಮಿತಿ ಸದಸ್ಯರು ಸ್ಥಳ ಪರಿಶೀಲನೆ ನಡೆಸಿ ಸಮಗ್ರ ವರದಿ ಸಲ್ಲಿಸುವಂತೆ ಸೂಚಿಸಲಾಗಿದೆ. ಇದರ ಜೊತೆಗೆ ಸರ್ಕಾರದ ಇತರೆ ಇಲಾಖೆಗಳ ಜಮೀನುಗಳ ಒತ್ತುವರಿ ಬಗ್ಗೆಯೂ ಮಾಹಿತಿ ಸಂಗ್ರಹಿಸಲಾಗುವುದು. ಇದರಿಂದ ಸರ್ಕಾರಿ ಜಮೀನುಗಳ ಸಂರಕ್ಷಣೆ ಸಾಧ್ಯವಾಗಲಿದೆ. ಈ ಹಿನ್ನೆಲೆಯಲ್ಲಿ ಸಂಬಂಧಪಟ್ಟ ಅಧಿಕಾರಿಗಳು ಸಹಕಾರ ನೀಡಬೇಕು ಎಂದು ತಿಳಿಸಿದ್ದಾರೆ. [1058,1055,1300,1174]
